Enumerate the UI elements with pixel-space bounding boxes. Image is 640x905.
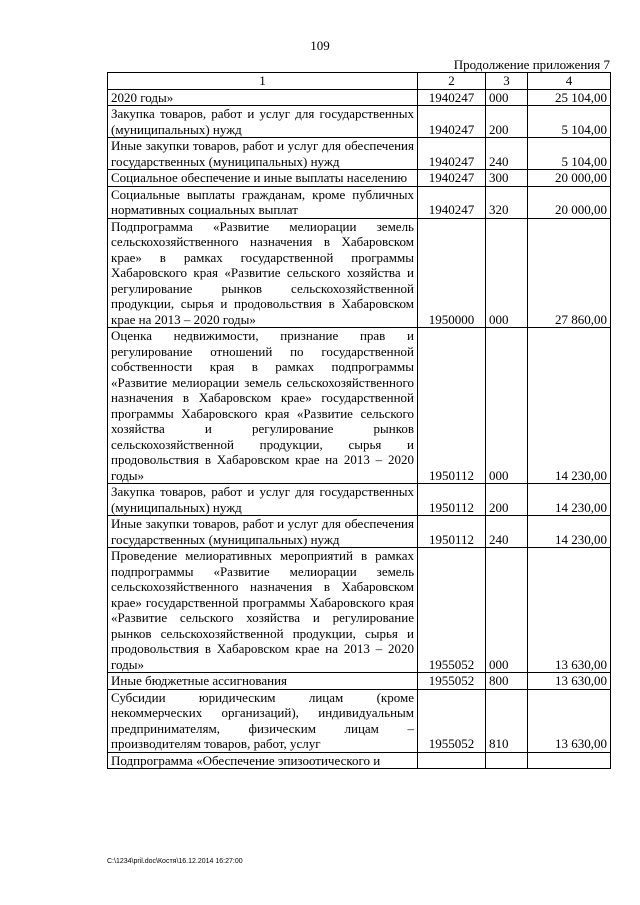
cell-type: 240 — [486, 138, 528, 170]
cell-name: Субсидии юридическим лицам (кроме некоммерческих организаций), индивидуальным предпринимателям, физическим лицам – производителям товаров, работ, услуг — [108, 689, 418, 752]
table-row — [108, 186, 611, 218]
continuation-note: Продолжение приложения 7 — [453, 57, 610, 72]
header-col-3: 3 — [486, 73, 528, 90]
header-col-4: 4 — [528, 73, 611, 90]
cell-sum — [528, 752, 611, 769]
cell-type: 810 — [486, 689, 528, 752]
cell-sum: 5 104,00 — [528, 138, 611, 170]
table-row — [108, 218, 611, 328]
cell-code: 1955052 — [418, 673, 486, 690]
table-row — [108, 516, 611, 548]
cell-name: Социальные выплаты гражданам, кроме публичных нормативных социальных выплат — [108, 186, 418, 218]
cell-type: 000 — [486, 548, 528, 673]
cell-sum: 14 230,00 — [528, 328, 611, 484]
cell-code: 1940247 — [418, 106, 486, 138]
file-path-footer: C:\1234\pril.doc\Костя\16.12.2014 16:27:00 — [107, 858, 243, 865]
cell-name: Оценка недвижимости, признание прав и регулирование отношений по государственной собственности края в рамках подпрограммы «Развитие мелиорации земель сельскохозяйственного назначения в Хабаровском крае» государственной программы Хабаровского края «Развитие сельского хозяйства и регулирование рынков сельскохозяйственной продукции, сырья и продовольствия в Хабаровском крае на 2013 – 2020 годы» — [108, 328, 418, 484]
cell-name: Подпрограмма «Развитие мелиорации земель сельскохозяйственного назначения в Хабаровском крае» в рамках государственной программы Хабаровского края «Развитие сельского хозяйства и регулирование рынков сельскохозяйственной продукции, сырья и продовольствия в Хабаровском крае на 2013 – 2020 годы» — [108, 218, 418, 328]
cell-code: 1940247 — [418, 186, 486, 218]
cell-sum: 27 860,00 — [528, 218, 611, 328]
cell-code: 1955052 — [418, 689, 486, 752]
table-header-row — [108, 73, 611, 90]
table-row — [108, 752, 611, 769]
cell-sum: 13 630,00 — [528, 689, 611, 752]
table-row — [108, 106, 611, 138]
cell-code: 1950112 — [418, 516, 486, 548]
cell-type: 200 — [486, 106, 528, 138]
cell-sum: 13 630,00 — [528, 548, 611, 673]
cell-name: Социальное обеспечение и иные выплаты населению — [108, 170, 418, 187]
cell-name: Иные бюджетные ассигнования — [108, 673, 418, 690]
cell-name: Закупка товаров, работ и услуг для государственных (муниципальных) нужд — [108, 484, 418, 516]
header-col-2: 2 — [418, 73, 486, 90]
table-row — [108, 138, 611, 170]
cell-code: 1940247 — [418, 138, 486, 170]
cell-name: 2020 годы» — [108, 89, 418, 106]
cell-name: Иные закупки товаров, работ и услуг для обеспечения государственных (муниципальных) нужд — [108, 138, 418, 170]
cell-type: 300 — [486, 170, 528, 187]
cell-type: 000 — [486, 89, 528, 106]
cell-code: 1950112 — [418, 484, 486, 516]
page-number: 109 — [310, 38, 330, 53]
cell-type: 200 — [486, 484, 528, 516]
cell-sum: 20 000,00 — [528, 186, 611, 218]
cell-sum: 13 630,00 — [528, 673, 611, 690]
cell-type: 000 — [486, 328, 528, 484]
budget-table-body — [108, 73, 611, 769]
cell-type: 240 — [486, 516, 528, 548]
cell-type: 320 — [486, 186, 528, 218]
cell-type: 000 — [486, 218, 528, 328]
cell-code: 1940247 — [418, 89, 486, 106]
table-row — [108, 689, 611, 752]
cell-code — [418, 752, 486, 769]
cell-sum: 25 104,00 — [528, 89, 611, 106]
header-col-1: 1 — [108, 73, 418, 90]
cell-sum: 14 230,00 — [528, 484, 611, 516]
budget-table — [107, 72, 611, 769]
cell-type: 800 — [486, 673, 528, 690]
cell-name: Закупка товаров, работ и услуг для государственных (муниципальных) нужд — [108, 106, 418, 138]
table-row — [108, 673, 611, 690]
cell-name: Подпрограмма «Обеспечение эпизоотического и — [108, 752, 418, 769]
table-row — [108, 328, 611, 484]
cell-type — [486, 752, 528, 769]
cell-code: 1940247 — [418, 170, 486, 187]
cell-name: Проведение мелиоративных мероприятий в рамках подпрограммы «Развитие мелиорации земель сельскохозяйственного назначения в Хабаровском крае» государственной программы Хабаровского края «Развитие сельского хозяйства и регулирование рынков сельскохозяйственной продукции, сырья и продовольствия в Хабаровском крае на 2013 – 2020 годы» — [108, 548, 418, 673]
cell-sum: 14 230,00 — [528, 516, 611, 548]
table-row — [108, 170, 611, 187]
table-row — [108, 484, 611, 516]
table-row — [108, 89, 611, 106]
table-row — [108, 548, 611, 673]
cell-code: 1950112 — [418, 328, 486, 484]
cell-name: Иные закупки товаров, работ и услуг для обеспечения государственных (муниципальных) нужд — [108, 516, 418, 548]
cell-sum: 5 104,00 — [528, 106, 611, 138]
cell-code: 1950000 — [418, 218, 486, 328]
cell-sum: 20 000,00 — [528, 170, 611, 187]
cell-code: 1955052 — [418, 548, 486, 673]
